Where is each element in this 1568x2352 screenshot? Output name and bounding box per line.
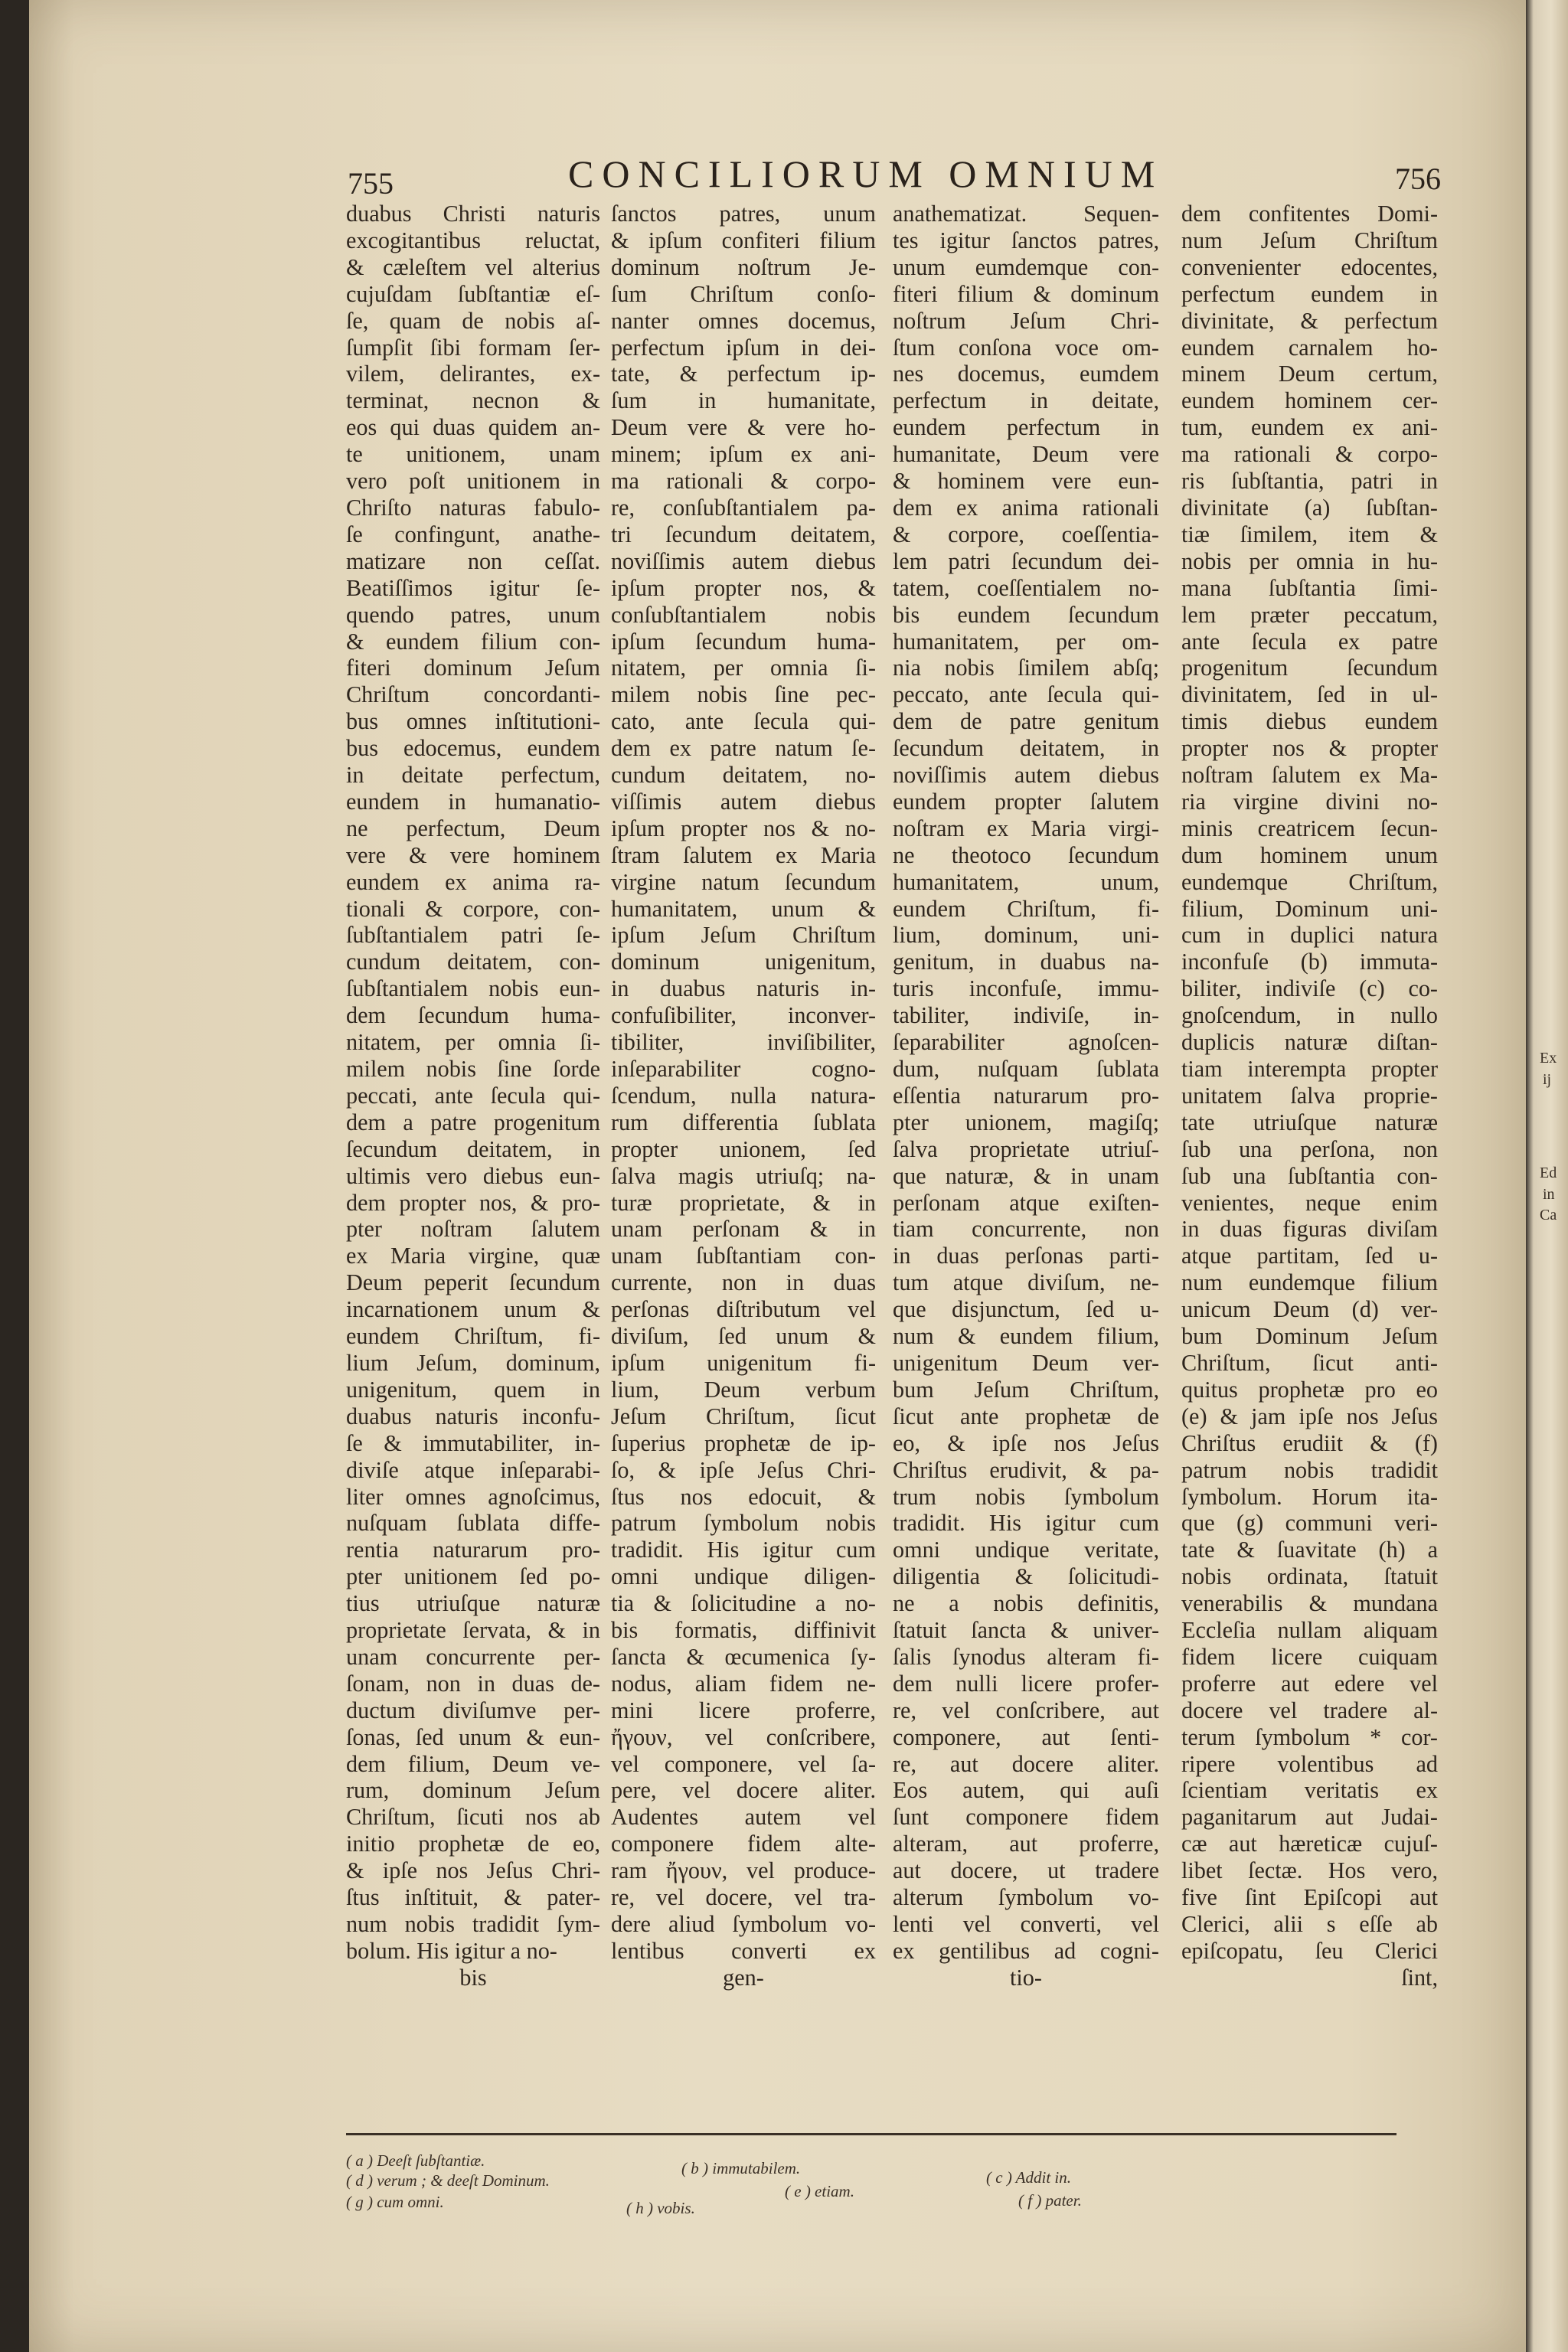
text-line: unigenitum Deum ver- xyxy=(893,1349,1159,1376)
text-line: ſub una perſona, non xyxy=(1181,1135,1438,1162)
text-line: tradidit. His igitur cum xyxy=(611,1537,876,1563)
text-line: ne a nobis definitis, xyxy=(893,1590,1159,1617)
right-page-number: 756 xyxy=(1395,162,1441,196)
text-line: ipſum Jeſum Chriſtum xyxy=(611,922,876,949)
text-line: eundem ex anima ra- xyxy=(346,868,600,895)
text-line: tate utriuſque naturæ xyxy=(1181,1109,1438,1135)
text-line: proferre aut edere vel xyxy=(1181,1670,1438,1697)
text-line: pter unionem, magiſq; xyxy=(893,1109,1159,1135)
text-line: tibiliter, inviſibiliter, xyxy=(611,1029,876,1056)
text-line: dem nulli licere profer- xyxy=(893,1670,1159,1697)
text-line: timis diebus eundem xyxy=(1181,708,1438,735)
text-column-4 xyxy=(1181,201,1438,2092)
margin-note: ij xyxy=(1543,1071,1552,1088)
text-line: ſtus nos edocuit, & xyxy=(611,1483,876,1510)
text-line: dum hominem unum xyxy=(1181,841,1438,868)
text-line: incarnationem unum & xyxy=(346,1296,600,1323)
text-line: ripere volentibus ad xyxy=(1181,1750,1438,1777)
text-line: tio- xyxy=(1010,1964,1042,1991)
text-line: tum, eundem ex ani- xyxy=(1181,414,1438,441)
text-line: tiam concurrente, non xyxy=(893,1216,1159,1243)
text-line: bis eundem ſecundum xyxy=(893,601,1159,628)
text-line: ſymbolum. Horum ita- xyxy=(1181,1483,1438,1510)
text-line: vere & vere hominem xyxy=(346,841,600,868)
text-line: & cæleſtem vel alterius xyxy=(346,253,600,280)
text-line: patrum ſymbolum nobis xyxy=(611,1510,876,1537)
text-line: & ipſe nos Jeſus Chri- xyxy=(346,1857,600,1884)
text-line: humanitate, Deum vere xyxy=(893,441,1159,468)
text-line: ria virgine divini no- xyxy=(1181,788,1438,815)
text-line: duabus Christi naturis xyxy=(346,201,600,227)
text-line: ex Maria virgine, quæ xyxy=(346,1243,600,1269)
text-line: tia & ſolicitudine a no- xyxy=(611,1590,876,1617)
text-line: noviſſimis autem diebus xyxy=(893,762,1159,789)
text-line: biliter, indiviſe (c) co- xyxy=(1181,975,1438,1002)
text-line: ſtatuit ſancta & univer- xyxy=(893,1617,1159,1644)
text-line: eundem carnalem ho- xyxy=(1181,334,1438,361)
text-line: lentibus converti ex xyxy=(611,1937,876,1964)
text-line: tum atque diviſum, ne- xyxy=(893,1269,1159,1296)
text-line: Audentes autem vel xyxy=(611,1804,876,1831)
text-line: rentia naturarum pro- xyxy=(346,1537,600,1563)
text-line: in duas figuras diviſam xyxy=(1181,1216,1438,1243)
text-line: ipſum unigenitum fi- xyxy=(611,1349,876,1376)
text-line: ſalis ſynodus alteram fi- xyxy=(893,1643,1159,1670)
text-line: lenti vel converti, vel xyxy=(893,1911,1159,1937)
text-line: fidem licere cuiquam xyxy=(1181,1643,1438,1670)
text-line: divinitate, & perfectum xyxy=(1181,307,1438,334)
text-line: quendo patres, unum xyxy=(346,601,600,628)
text-line: fiteri dominum Jeſum xyxy=(346,655,600,681)
text-line: dum, nuſquam ſublata xyxy=(893,1056,1159,1082)
text-line: diviſe atque inſeparabi- xyxy=(346,1456,600,1483)
footnote-f: ( f ) pater. xyxy=(1018,2191,1082,2210)
text-line: eundem perfectum in xyxy=(893,414,1159,441)
text-line: tes igitur ſanctos patres, xyxy=(893,227,1159,253)
text-line: minem Deum certum, xyxy=(1181,361,1438,387)
text-line: vilem, delirantes, ex- xyxy=(346,361,600,387)
text-line: dominum unigenitum, xyxy=(611,949,876,975)
text-line: & corpore, coeſſentia- xyxy=(893,521,1159,547)
footnote-d: ( d ) verum ; & deeſt Dominum. xyxy=(346,2171,550,2190)
text-line: Deum peperit ſecundum xyxy=(346,1269,600,1296)
text-line: libet ſectæ. Hos vero, xyxy=(1181,1857,1438,1884)
text-line: Chriſtum concordanti- xyxy=(346,681,600,708)
text-line: re, vel conſcribere, aut xyxy=(893,1697,1159,1723)
text-line: peccati, ante ſecula qui- xyxy=(346,1082,600,1109)
text-line: eundem propter ſalutem xyxy=(893,788,1159,815)
text-line: ſe, quam de nobis aſ- xyxy=(346,307,600,334)
text-line: ſtram ſalutem ex Maria xyxy=(611,841,876,868)
text-line: ſtum conſona voce om- xyxy=(893,334,1159,361)
text-line: conſubſtantialem nobis xyxy=(611,601,876,628)
text-line: epiſcopatu, ſeu Clerici xyxy=(1181,1937,1438,1964)
text-line: unum eumdemque con- xyxy=(893,253,1159,280)
text-line: divinitate (a) ſubſtan- xyxy=(1181,494,1438,521)
text-line: dere aliud ſymbolum vo- xyxy=(611,1911,876,1937)
text-line: tatem, coeſſentialem no- xyxy=(893,574,1159,601)
text-line: Jeſum Chriſtum, ſicut xyxy=(611,1403,876,1429)
margin-note: Ca xyxy=(1540,1207,1557,1223)
footnote-c: ( c ) Addit in. xyxy=(986,2168,1072,2187)
text-line: docere vel tradere al- xyxy=(1181,1697,1438,1723)
text-line: unigenitum, quem in xyxy=(346,1376,600,1403)
text-line: ipſum propter nos, & xyxy=(611,574,876,601)
text-line: ipſum propter nos & no- xyxy=(611,815,876,841)
text-line: tiæ ſimilem, item & xyxy=(1181,521,1438,547)
text-line: unicum Deum (d) ver- xyxy=(1181,1296,1438,1323)
text-line: alterum ſymbolum vo- xyxy=(893,1884,1159,1911)
text-line: turæ proprietate, & in xyxy=(611,1189,876,1216)
text-line: inconfuſe (b) immuta- xyxy=(1181,949,1438,975)
text-line: proprietate ſervata, & in xyxy=(346,1617,600,1644)
text-column-3 xyxy=(893,201,1159,2092)
text-line: bus edocemus, eundem xyxy=(346,735,600,762)
text-line: tiam interempta propter xyxy=(1181,1056,1438,1082)
text-line: perſonam atque exiſten- xyxy=(893,1189,1159,1216)
text-line: ἤγουν, vel conſcribere, xyxy=(611,1723,876,1750)
text-line: humanitatem, unum, xyxy=(893,868,1159,895)
text-line: (e) & jam ipſe nos Jeſus xyxy=(1181,1403,1438,1429)
text-line: turis inconfuſe, immu- xyxy=(893,975,1159,1002)
text-line: quitus prophetæ pro eo xyxy=(1181,1376,1438,1403)
text-line: propter unionem, ſed xyxy=(611,1135,876,1162)
text-line: tabiliter, indiviſe, in- xyxy=(893,1002,1159,1029)
text-line: nes docemus, eumdem xyxy=(893,361,1159,387)
text-line: genitum, in duabus na- xyxy=(893,949,1159,975)
footnote-rule xyxy=(346,2133,1396,2135)
text-line: lem præter peccatum, xyxy=(1181,601,1438,628)
text-line: cundum deitatem, no- xyxy=(611,762,876,789)
text-line: currente, non in duas xyxy=(611,1269,876,1296)
text-line: eundemque Chriſtum, xyxy=(1181,868,1438,895)
text-line: bum Jeſum Chriſtum, xyxy=(893,1376,1159,1403)
text-line: que (g) communi veri- xyxy=(1181,1510,1438,1537)
text-line: pter noſtram ſalutem xyxy=(346,1216,600,1243)
text-line: ſuperius prophetæ de ip- xyxy=(611,1429,876,1456)
margin-note: in xyxy=(1543,1186,1555,1203)
text-line: diligentia & ſolicitudi- xyxy=(893,1563,1159,1590)
text-line: ſtus inſtituit, & pater- xyxy=(346,1884,600,1911)
text-line: noſtram ex Maria virgi- xyxy=(893,815,1159,841)
text-line: minis creatricem ſecun- xyxy=(1181,815,1438,841)
text-line: tradidit. His igitur cum xyxy=(893,1510,1159,1537)
text-line: unam concurrente per- xyxy=(346,1643,600,1670)
text-line: ſalva proprietate utriuſ- xyxy=(893,1135,1159,1162)
text-line: ſint, xyxy=(1401,1964,1438,1991)
text-line: ram ἤγουν, vel produce- xyxy=(611,1857,876,1884)
text-line: ante ſecula ex patre xyxy=(1181,628,1438,655)
text-line: num & eundem filium, xyxy=(893,1323,1159,1350)
text-line: gen- xyxy=(723,1964,764,1991)
margin-note: Ex xyxy=(1540,1050,1557,1067)
text-line: humanitatem, per om- xyxy=(893,628,1159,655)
facing-page-edge xyxy=(1526,0,1568,2352)
text-line: unitatem ſalva proprie- xyxy=(1181,1082,1438,1109)
text-line: noviſſimis autem diebus xyxy=(611,547,876,574)
text-line: mini licere proferre, xyxy=(611,1697,876,1723)
text-line: Chriſtum, ſicut anti- xyxy=(1181,1349,1438,1376)
text-line: tius utriuſque naturæ xyxy=(346,1590,600,1617)
text-line: ſalva magis utriuſq; na- xyxy=(611,1162,876,1189)
footnote-a: ( a ) Deeſt ſubſtantiæ. xyxy=(346,2151,485,2170)
text-line: Deum vere & vere ho- xyxy=(611,414,876,441)
text-line: terminat, necnon & xyxy=(346,387,600,414)
text-line: alteram, aut proferre, xyxy=(893,1831,1159,1857)
text-line: nitatem, per omnia ſi- xyxy=(611,655,876,681)
text-line: omni undique veritate, xyxy=(893,1537,1159,1563)
text-line: componere, aut ſenti- xyxy=(893,1723,1159,1750)
text-line: perfectum ipſum in dei- xyxy=(611,334,876,361)
text-line: paganitarum aut Judai- xyxy=(1181,1804,1438,1831)
text-line: liter omnes agnoſcimus, xyxy=(346,1483,600,1510)
text-line: dem propter nos, & pro- xyxy=(346,1189,600,1216)
margin-note: Ed xyxy=(1540,1165,1557,1181)
text-line: propter nos & propter xyxy=(1181,735,1438,762)
text-line: cujuſdam ſubſtantiæ eſ- xyxy=(346,280,600,307)
text-line: Beatiſſimos igitur ſe- xyxy=(346,574,600,601)
text-line: unam ſubſtantiam con- xyxy=(611,1243,876,1269)
text-line: vel componere, vel ſa- xyxy=(611,1750,876,1777)
text-line: Chriſtus erudiit & (f) xyxy=(1181,1429,1438,1456)
text-line: ſumpſit ſibi formam ſer- xyxy=(346,334,600,361)
footnotes xyxy=(0,2144,1568,2228)
footnote-b-immutabilem: ( b ) immutabilem. xyxy=(681,2159,801,2177)
text-line: trum nobis ſymbolum xyxy=(893,1483,1159,1510)
text-line: lium, Deum verbum xyxy=(611,1376,876,1403)
text-line: ſancta & œcumenica ſy- xyxy=(611,1643,876,1670)
text-line: nuſquam ſublata diffe- xyxy=(346,1510,600,1537)
text-line: Chriſtus erudivit, & pa- xyxy=(893,1456,1159,1483)
text-line: viſſimis autem diebus xyxy=(611,788,876,815)
text-line: venientes, neque enim xyxy=(1181,1189,1438,1216)
text-line: nobis per omnia in hu- xyxy=(1181,547,1438,574)
text-line: progenitum ſecundum xyxy=(1181,655,1438,681)
text-line: unam perſonam & in xyxy=(611,1216,876,1243)
text-line: que naturæ, & in unam xyxy=(893,1162,1159,1189)
text-line: ductum diviſumve per- xyxy=(346,1697,600,1723)
running-title: CONCILIORUM OMNIUM xyxy=(568,152,1164,195)
footnote-h: ( h ) vobis. xyxy=(626,2199,695,2217)
text-line: ultimis vero diebus eun- xyxy=(346,1162,600,1189)
text-line: Chriſto naturas fabulo- xyxy=(346,494,600,521)
text-line: ſecundum deitatem, in xyxy=(893,735,1159,762)
text-line: milem nobis ſine pec- xyxy=(611,681,876,708)
text-line: confuſibiliter, inconver- xyxy=(611,1002,876,1029)
text-line: initio prophetæ de eo, xyxy=(346,1831,600,1857)
text-line: terum ſymbolum * cor- xyxy=(1181,1723,1438,1750)
text-line: ſub una ſubſtantia con- xyxy=(1181,1162,1438,1189)
text-line: eundem hominem cer- xyxy=(1181,387,1438,414)
text-line: anathematizat. Sequen- xyxy=(893,201,1159,227)
text-line: peccato, ante ſecula qui- xyxy=(893,681,1159,708)
text-line: ſe confingunt, anathe- xyxy=(346,521,600,547)
text-line: tri ſecundum deitatem, xyxy=(611,521,876,547)
text-line: ſonam, non in duas de- xyxy=(346,1670,600,1697)
footnote-g: ( g ) cum omni. xyxy=(346,2193,444,2211)
text-line: omni undique diligen- xyxy=(611,1563,876,1590)
text-line: que disjunctum, ſed u- xyxy=(893,1296,1159,1323)
text-line: vero poſt unitionem in xyxy=(346,468,600,495)
text-line: ris ſubſtantia, patri in xyxy=(1181,468,1438,495)
text-line: in duas perſonas parti- xyxy=(893,1243,1159,1269)
text-line: bus omnes inſtitutioni- xyxy=(346,708,600,735)
text-line: ne perfectum, Deum xyxy=(346,815,600,841)
text-line: nitatem, per omnia ſi- xyxy=(346,1029,600,1056)
text-line: tate, & perfectum ip- xyxy=(611,361,876,387)
text-line: ſanctos patres, unum xyxy=(611,201,876,227)
text-line: Chriſtum, ſicuti nos ab xyxy=(346,1804,600,1831)
text-line: bis formatis, diffinivit xyxy=(611,1617,876,1644)
text-line: cæ aut hæreticæ cujuſ- xyxy=(1181,1831,1438,1857)
text-line: ipſum ſecundum huma- xyxy=(611,628,876,655)
text-line: in deitate perfectum, xyxy=(346,762,600,789)
text-line: fiteri filium & dominum xyxy=(893,280,1159,307)
text-line: matizare non ceſſat. xyxy=(346,547,600,574)
text-line: dem de patre genitum xyxy=(893,708,1159,735)
text-line: dominum noſtrum Je- xyxy=(611,253,876,280)
text-line: ma rationali & corpo- xyxy=(611,468,876,495)
text-line: eundem Chriſtum, fi- xyxy=(346,1323,600,1350)
text-line: eundem in humanatio- xyxy=(346,788,600,815)
left-page-number: 755 xyxy=(348,166,394,201)
text-line: ſecundum deitatem, in xyxy=(346,1135,600,1162)
text-line: nanter omnes docemus, xyxy=(611,307,876,334)
text-line: ſubſtantialem patri ſe- xyxy=(346,922,600,949)
text-line: dem ex anima rationali xyxy=(893,494,1159,521)
text-line: Eos autem, qui auſi xyxy=(893,1777,1159,1804)
text-line: lium Jeſum, dominum, xyxy=(346,1349,600,1376)
page-header xyxy=(0,152,1568,205)
text-line: minem; ipſum ex ani- xyxy=(611,441,876,468)
text-line: ſcendum, nulla natura- xyxy=(611,1082,876,1109)
text-line: rum differentia ſublata xyxy=(611,1109,876,1135)
text-line: filium, Dominum uni- xyxy=(1181,895,1438,922)
text-line: lium, dominum, uni- xyxy=(893,922,1159,949)
text-line: humanitatem, unum & xyxy=(611,895,876,922)
text-line: rum, dominum Jeſum xyxy=(346,1777,600,1804)
text-line: componere fidem alte- xyxy=(611,1831,876,1857)
text-column-1 xyxy=(346,201,600,2092)
text-line: ſcientiam veritatis ex xyxy=(1181,1777,1438,1804)
text-line: ne theotoco ſecundum xyxy=(893,841,1159,868)
text-line: re, vel docere, vel tra- xyxy=(611,1884,876,1911)
text-line: Eccleſia nullam aliquam xyxy=(1181,1617,1438,1644)
text-line: noſtram ſalutem ex Ma- xyxy=(1181,762,1438,789)
text-line: ſeparabiliter agnoſcen- xyxy=(893,1029,1159,1056)
text-line: dem confitentes Domi- xyxy=(1181,201,1438,227)
text-line: bolum. His igitur a no- xyxy=(346,1937,557,1964)
text-line: perſonas diſtributum vel xyxy=(611,1296,876,1323)
text-line: re, conſubſtantialem pa- xyxy=(611,494,876,521)
text-line: ſunt componere fidem xyxy=(893,1804,1159,1831)
text-line: duabus naturis inconfu- xyxy=(346,1403,600,1429)
text-line: dem a patre progenitum xyxy=(346,1109,600,1135)
text-line: inſeparabiliter cogno- xyxy=(611,1056,876,1082)
text-line: ſonas, ſed unum & eun- xyxy=(346,1723,600,1750)
text-line: patrum nobis tradidit xyxy=(1181,1456,1438,1483)
text-line: te unitionem, unam xyxy=(346,441,600,468)
text-line: & ipſum confiteri filium xyxy=(611,227,876,253)
text-line: ſe & immutabiliter, in- xyxy=(346,1429,600,1456)
text-line: num Jeſum Chriſtum xyxy=(1181,227,1438,253)
text-line: perfectum in deitate, xyxy=(893,387,1159,414)
text-line: gnoſcendum, in nullo xyxy=(1181,1002,1438,1029)
text-line: divinitatem, ſed in ul- xyxy=(1181,681,1438,708)
text-line: num eundemque filium xyxy=(1181,1269,1438,1296)
footnote-e: ( e ) etiam. xyxy=(785,2182,854,2200)
text-line: atque partitam, ſed u- xyxy=(1181,1243,1438,1269)
text-line: ſubſtantialem nobis eun- xyxy=(346,975,600,1002)
text-line: cundum deitatem, con- xyxy=(346,949,600,975)
text-line: nobis ordinata, ſtatuit xyxy=(1181,1563,1438,1590)
text-line: tate & ſuavitate (h) a xyxy=(1181,1537,1438,1563)
text-line: aut docere, ut tradere xyxy=(893,1857,1159,1884)
text-line: re, aut docere aliter. xyxy=(893,1750,1159,1777)
text-line: bis xyxy=(459,1964,487,1991)
text-line: ma rationali & corpo- xyxy=(1181,441,1438,468)
text-line: ſicut ante prophetæ de xyxy=(893,1403,1159,1429)
text-line: bum Dominum Jeſum xyxy=(1181,1323,1438,1350)
text-line: Clerici, alii s eſſe ab xyxy=(1181,1911,1438,1937)
text-line: dem filium, Deum ve- xyxy=(346,1750,600,1777)
text-line: in duabus naturis in- xyxy=(611,975,876,1002)
text-line: convenienter edocentes, xyxy=(1181,253,1438,280)
text-line: & eundem filium con- xyxy=(346,628,600,655)
text-line: five ſint Epiſcopi aut xyxy=(1181,1884,1438,1911)
text-line: pter unitionem ſed po- xyxy=(346,1563,600,1590)
text-line: eo, & ipſe nos Jeſus xyxy=(893,1429,1159,1456)
text-line: venerabilis & mundana xyxy=(1181,1590,1438,1617)
text-line: nodus, aliam fidem ne- xyxy=(611,1670,876,1697)
text-column-2 xyxy=(611,201,876,2092)
text-line: ex gentilibus ad cogni- xyxy=(893,1937,1159,1964)
text-line: excogitantibus reluctat, xyxy=(346,227,600,253)
text-line: ſo, & ipſe Jeſus Chri- xyxy=(611,1456,876,1483)
text-line: duplicis naturæ diſtan- xyxy=(1181,1029,1438,1056)
text-line: lem patri ſecundum dei- xyxy=(893,547,1159,574)
text-line: noſtrum Jeſum Chri- xyxy=(893,307,1159,334)
text-line: milem nobis ſine ſorde xyxy=(346,1056,600,1082)
text-line: diviſum, ſed unum & xyxy=(611,1323,876,1350)
text-line: ſum Chriſtum conſo- xyxy=(611,280,876,307)
text-line: nia nobis ſimilem abſq; xyxy=(893,655,1159,681)
text-line: eſſentia naturarum pro- xyxy=(893,1082,1159,1109)
text-line: eos qui duas quidem an- xyxy=(346,414,600,441)
text-line: ſum in humanitate, xyxy=(611,387,876,414)
text-line: cato, ante ſecula qui- xyxy=(611,708,876,735)
text-line: eundem Chriſtum, fi- xyxy=(893,895,1159,922)
text-line: dem ex patre natum ſe- xyxy=(611,735,876,762)
text-line: & hominem vere eun- xyxy=(893,468,1159,495)
text-line: dem ſecundum huma- xyxy=(346,1002,600,1029)
text-line: perfectum eundem in xyxy=(1181,280,1438,307)
text-line: cum in duplici natura xyxy=(1181,922,1438,949)
text-line: virgine natum ſecundum xyxy=(611,868,876,895)
text-line: num nobis tradidit ſym- xyxy=(346,1911,600,1937)
text-line: tionali & corpore, con- xyxy=(346,895,600,922)
text-line: mana ſubſtantia ſimi- xyxy=(1181,574,1438,601)
text-line: pere, vel docere aliter. xyxy=(611,1777,876,1804)
